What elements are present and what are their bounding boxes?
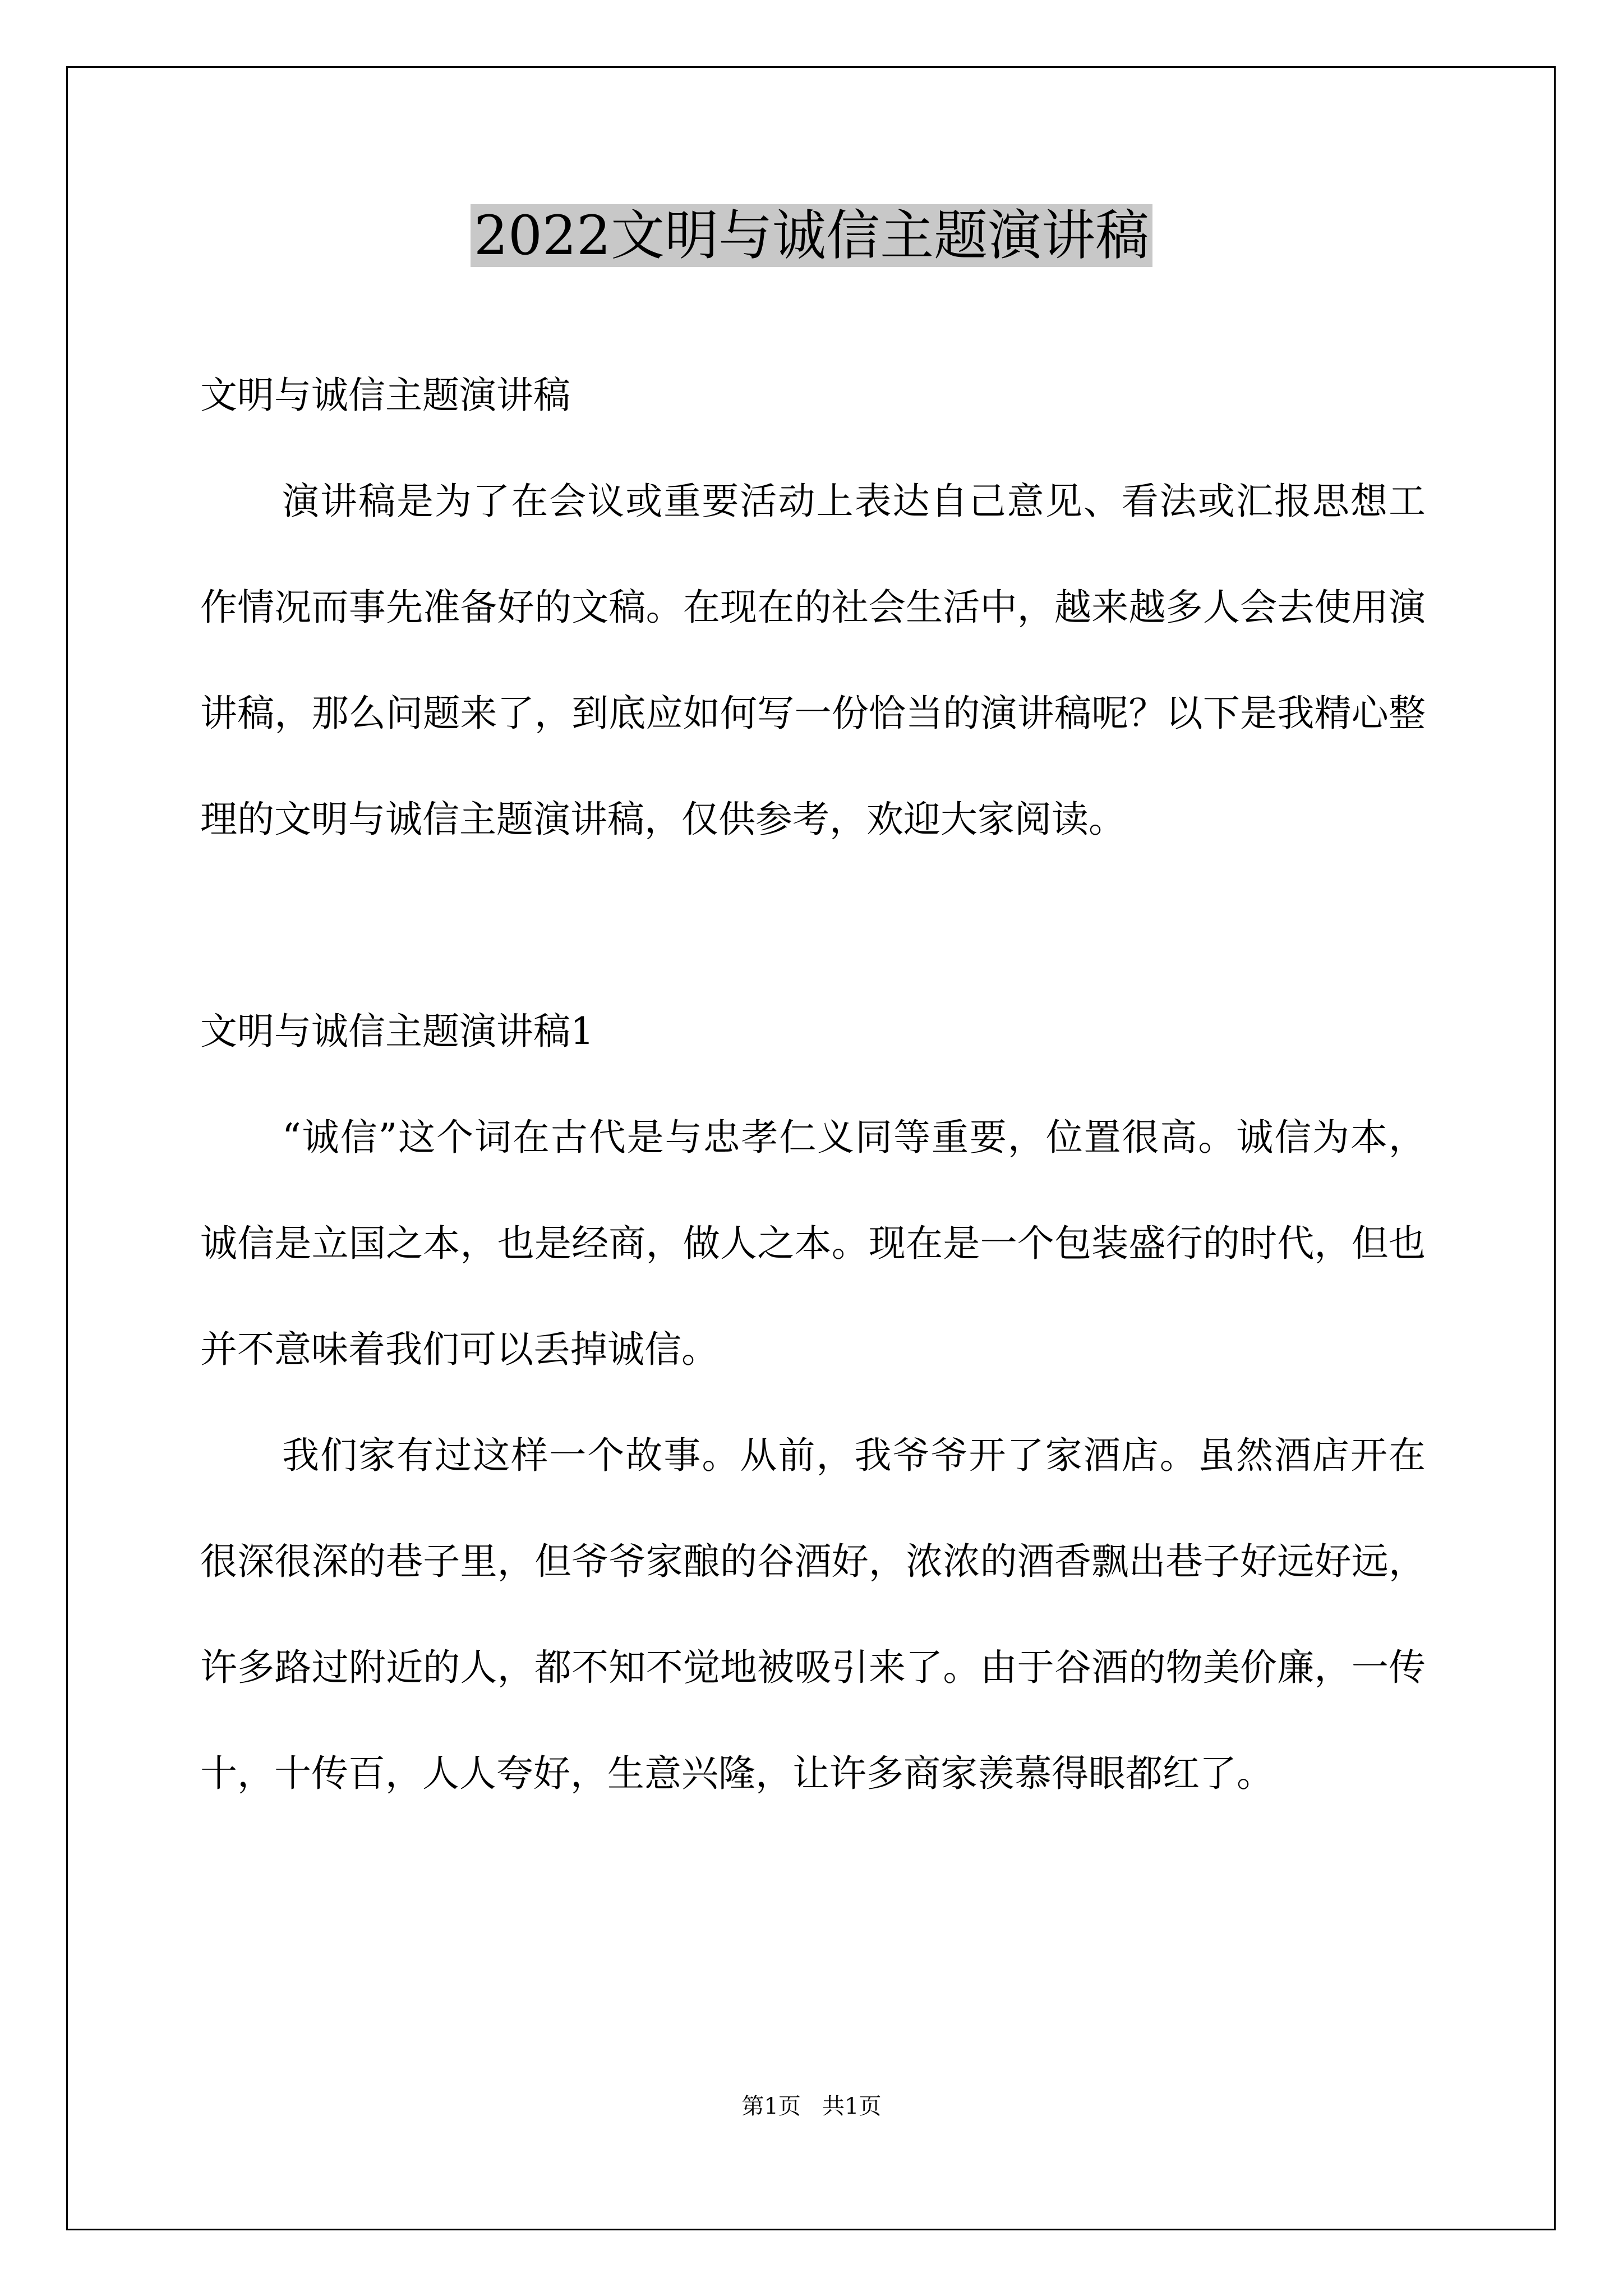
section-heading-1: 文明与诚信主题演讲稿1	[200, 1010, 594, 1053]
section-heading-intro: 文明与诚信主题演讲稿	[200, 374, 570, 417]
document-title	[0, 199, 1623, 272]
intro-paragraph: 演讲稿是为了在会议或重要活动上表达自己意见、看法或汇报思想工作情况而事先准备好的文稿。在现在的社会生活中，越来越多人会去使用演讲稿，那么问题来了，到底应如何写一份恰当的演讲稿呢？以下是我精心整理的文明与诚信主题演讲稿，仅供参考，欢迎大家阅读。	[200, 480, 1426, 841]
section-spacer	[200, 872, 1426, 978]
section-1-paragraph-1: “诚信”这个词在古代是与忠孝仁义同等重要，位置很高。诚信为本，诚信是立国之本，也是经商，做人之本。现在是一个包装盛行的时代，但也并不意味着我们可以丢掉诚信。	[200, 1116, 1426, 1371]
document-body	[200, 342, 1426, 1826]
page-footer: 第1页 共1页	[741, 2093, 882, 2119]
section-1-paragraph-2: 我们家有过这样一个故事。从前，我爷爷开了家酒店。虽然酒店开在很深很深的巷子里，但爷爷家酿的谷酒好，浓浓的酒香飘出巷子好远好远，许多路过附近的人，都不知不觉地被吸引来了。由于谷酒的物美价廉，一传十，十传百，人人夸好，生意兴隆，让许多商家羡慕得眼都红了。	[200, 1434, 1426, 1795]
document-title-text: 2022文明与诚信主题演讲稿	[471, 204, 1152, 267]
